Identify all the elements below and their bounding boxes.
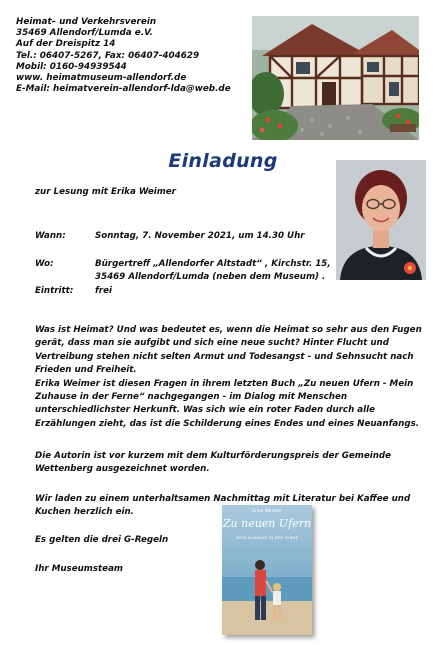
header-line-email[interactable]: E-Mail: heimatverein-allendorf-lda@web.de — [16, 84, 231, 95]
header-line-street: Auf der Dreispitz 14 — [16, 39, 116, 50]
page-title: Einladung — [168, 150, 278, 172]
eintritt-value: frei — [95, 286, 112, 296]
book-author: Erika Weimer — [252, 509, 282, 514]
wo-label: Wo: — [35, 259, 54, 269]
body-paragraph-1 — [35, 324, 422, 431]
paragraph-line: Wir laden zu einem unterhaltsamen Nachmittag mit Literatur bei Kaffee und — [35, 494, 411, 504]
wo-value-line1: Bürgertreff „Allendorfer Altstadt“ , Kirchstr. 15, — [95, 259, 331, 269]
signature: Ihr Museumsteam — [35, 564, 123, 574]
paragraph-line: Vertreibung stehen nicht selten Armut und Todesangst - und Sehnsucht nach — [35, 351, 414, 362]
museum-courtyard-photo — [252, 16, 419, 140]
wann-value: Sonntag, 7. November 2021, um 14.30 Uhr — [95, 231, 305, 241]
book-subtitle: MEIN ZUHAUSE IN DER FERNE — [235, 535, 299, 540]
address-block — [16, 17, 231, 95]
paragraph-line: Erzählungen zieht, das ist die Schilderung eines Endes und eines Neuanfangs. — [35, 418, 420, 429]
body-paragraph-2 — [35, 450, 391, 477]
paragraph-line: Erika Weimer ist diesen Fragen in ihrem letzten Buch „Zu neuen Ufern - Mein — [35, 378, 414, 389]
paragraph-line: gerät, dass man sie aufgibt und sich eine neue sucht? Hinter Flucht und — [35, 338, 389, 349]
author-portrait — [336, 160, 426, 280]
paragraph-line: Die Autorin ist vor kurzem mit dem Kulturförderungspreis der Gemeinde — [35, 451, 391, 461]
g-rules-text: Es gelten die drei G-Regeln — [35, 535, 169, 545]
paragraph-line: Frieden und Freiheit. — [35, 365, 137, 376]
header-line-city: 35469 Allendorf/Lumda e.V. — [16, 28, 153, 39]
wann-label: Wann: — [35, 231, 66, 241]
book-title: Zu neuen Ufern — [222, 517, 312, 530]
header-line-website[interactable]: www. heimatmuseum-allendorf.de — [16, 73, 187, 84]
paragraph-line: unterschiedlichster Herkunft. Was sich wie ein roter Faden durch alle — [35, 405, 375, 416]
paragraph-line: Wettenberg ausgezeichnet worden. — [35, 464, 210, 475]
header-line-mobile: Mobil: 0160-94939544 — [16, 61, 127, 72]
header-line-org: Heimat– und Verkehrsverein — [16, 17, 157, 27]
eintritt-label: Eintritt: — [35, 286, 74, 296]
intro-text: zur Lesung mit Erika Weimer — [35, 187, 176, 197]
paragraph-line: Zuhause in der Ferne“ nachgegangen - im Dialog mit Menschen — [35, 392, 348, 403]
paragraph-line: Was ist Heimat? Und was bedeutet es, wenn die Heimat so sehr aus den Fugen — [35, 325, 422, 335]
paragraph-line: Kuchen herzlich ein. — [35, 507, 134, 518]
header-line-phone: Tel.: 06407-5267, Fax: 06407-404629 — [16, 50, 200, 61]
book-cover-image — [222, 505, 312, 635]
wo-value-line2: 35469 Allendorf/Lumda (neben dem Museum) . — [95, 272, 326, 282]
